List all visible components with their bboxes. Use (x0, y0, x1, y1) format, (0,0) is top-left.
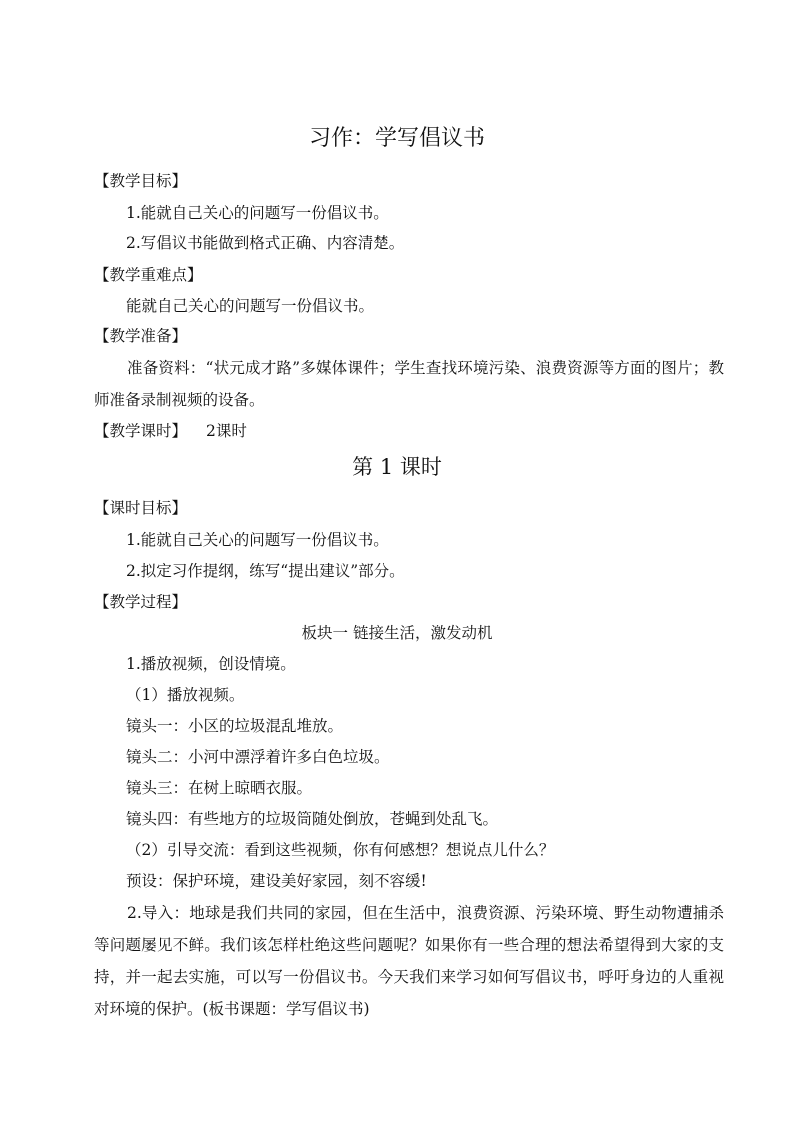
shot-3: 镜头三：在树上晾晒衣服。 (126, 779, 313, 797)
preset-answer: 预设：保护环境，建设美好家园，刻不容缓! (126, 872, 427, 890)
heading-teaching-process: 【教学过程】 (94, 593, 188, 611)
teaching-hours-value: 2课时 (206, 422, 247, 440)
heading-teaching-goals: 【教学目标】 (94, 172, 188, 190)
lesson-goal-2: 2.拟定习作提纲，练写“提出建议”部分。 (126, 562, 405, 580)
teaching-goal-2: 2.写倡议书能做到格式正确、内容清楚。 (126, 234, 405, 252)
key-point-text: 能就自己关心的问题写一份倡议书。 (126, 297, 375, 315)
shot-1: 镜头一：小区的垃圾混乱堆放。 (126, 717, 344, 735)
lesson-goal-1: 1.能就自己关心的问题写一份倡议书。 (126, 531, 389, 549)
preparation-paragraph: 准备资料：“状元成才路”多媒体课件；学生查找环境污染、浪费资源等方面的图片；教师准备录制视频的设备。 (94, 359, 724, 409)
document-title: 习作：学写倡议书 (308, 126, 485, 151)
lesson-title: 第 1 课时 (352, 455, 442, 479)
step-1-1: （1）播放视频。 (126, 686, 245, 704)
shot-4: 镜头四：有些地方的垃圾筒随处倒放，苍蝇到处乱飞。 (126, 810, 499, 828)
step-2-paragraph: 2.导入：地球是我们共同的家园，但在生活中，浪费资源、污染环境、野生动物遭捕杀等问题屡见不鲜。我们该怎样杜绝这些问题呢？如果你有一些合理的想法希望得到大家的支持，并一起去实施，可以写一份倡议书。今天我们来学习如何写倡议书，呼吁身边的人重视对环境的保护。(板书课题：学写倡议书) (94, 904, 724, 1018)
heading-teaching-hours: 【教学课时】 (94, 422, 188, 440)
heading-key-points: 【教学重难点】 (94, 266, 203, 284)
step-1: 1.播放视频，创设情境。 (126, 655, 296, 673)
heading-lesson-goals: 【课时目标】 (94, 499, 188, 517)
step-1-2: （2）引导交流：看到这些视频，你有何感想？想说点儿什么？ (126, 841, 555, 859)
heading-preparation: 【教学准备】 (94, 327, 188, 345)
shot-2: 镜头二：小河中漂浮着许多白色垃圾。 (126, 748, 390, 766)
block-1-title: 板块一 链接生活，激发动机 (301, 624, 493, 642)
teaching-goal-1: 1.能就自己关心的问题写一份倡议书。 (126, 204, 389, 222)
